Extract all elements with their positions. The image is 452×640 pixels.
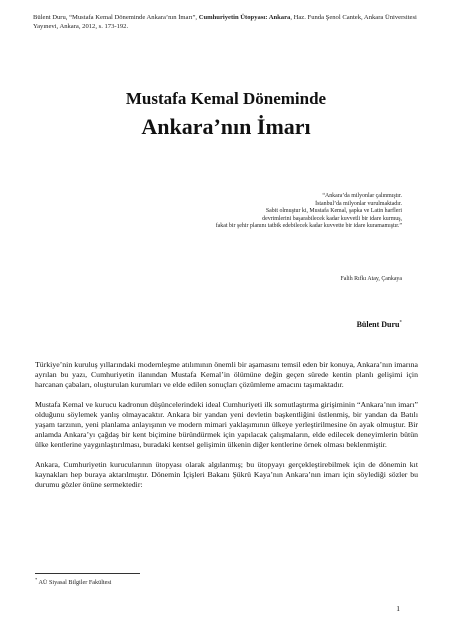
footnote-mark: *: [35, 577, 38, 582]
citation-authors-title: Bülent Duru, “Mustafa Kemal Döneminde Ankara’nın İmarı”,: [33, 14, 198, 21]
article-body: [35, 360, 418, 499]
epigraph-line: fakat bir şehir planını tatbik edebilecek kadar kuvvette bir idare kuramamıştır.”: [215, 223, 402, 230]
citation-publisher: , Haz. Funda Şenol Cantek, Ankara Üniversitesi Yayınevi, Ankara, 2012, s. 173-192.: [33, 14, 417, 30]
epigraph-line: devrimlerini başarabilecek kadar kuvvetli bir idare kurmuş,: [262, 215, 402, 222]
paragraph: Ankara, Cumhuriyetin kurucularının ütopyası olarak algılanmış; bu ütopyayı gerçekleştirebilmek için de dönemin kıt kaynakları hep buraya aktarılmıştır. Dönemin İçişleri Bakanı Şükrü Kaya’nın Ankara’nın imarı için söylediği sözler bu durumu gözler önüne sermektedir:: [35, 459, 418, 490]
author-byline: [357, 320, 402, 329]
citation-header: [33, 13, 423, 31]
epigraph-line: İstanbul’da milyonlar vurulmaktadır.: [315, 200, 402, 207]
citation-book-title: Cumhuriyetin Ütopyası: Ankara: [198, 14, 291, 21]
title-block: [0, 88, 452, 141]
epigraph-line: Sabit olmuştur ki, Mustafa Kemal, şapka ve Latin harfleri: [265, 208, 402, 215]
footnote-text: AÜ Siyasal Bilgiler Fakültesi: [38, 579, 112, 587]
author-footnote-mark[interactable]: *: [399, 320, 402, 326]
footnote: [35, 577, 112, 586]
page-number: 1: [396, 604, 400, 613]
epigraph-line: “Ankara’da milyonlar çalınmıştır.: [322, 193, 402, 199]
paragraph: Mustafa Kemal ve kurucu kadronun düşüncelerindeki ideal Cumhuriyeti ilk somutlaştırma girişiminin “Ankara’nın imarı” olduğunu söylemek yanlış olmayacaktır. Ankara bir yandan yeni devletin başkentliğini üstlenmiş, bir yandan da Batılı yaşam tarzının, yeni planlama anlayışının ve modern mimari yaklaşımının ülkeye yerleştirilmesine ön ayak olmuştur. Bir anlamda Ankara’yı çağdaş bir kent biçimine büründürmek için yapılacak çalışmaların, elde edilecek deneyimlerin bütün ülke kentlerine yaygınlaştırılması, buradaki kentsel gelişimin ülkenin diğer kentlerine örnek olması beklenmiştir.: [35, 399, 418, 450]
epigraph: [142, 193, 402, 231]
paragraph: Türkiye’nin kuruluş yıllarındaki modernleşme atılımının önemli bir aşamasını temsil eden bir konuya, Ankara’nın imarına ayrılan bu yazı, Cumhuriyetin ilanından Mustafa Kemal’in ölümüne değin geçen sürede kentin planlı gelişimi için harcanan çabaları, oluşturulan kurumları ve elde edilen sonuçları çözümleme amacını taşımaktadır.: [35, 360, 418, 390]
title-line-2: Ankara’nın İmarı: [141, 114, 311, 139]
epigraph-attribution: Falih Rıfkı Atay, Çankaya: [340, 276, 402, 282]
title-line-1: Mustafa Kemal Döneminde: [125, 89, 327, 108]
author-name: Bülent Duru: [356, 320, 400, 329]
footnote-divider: [35, 573, 140, 574]
